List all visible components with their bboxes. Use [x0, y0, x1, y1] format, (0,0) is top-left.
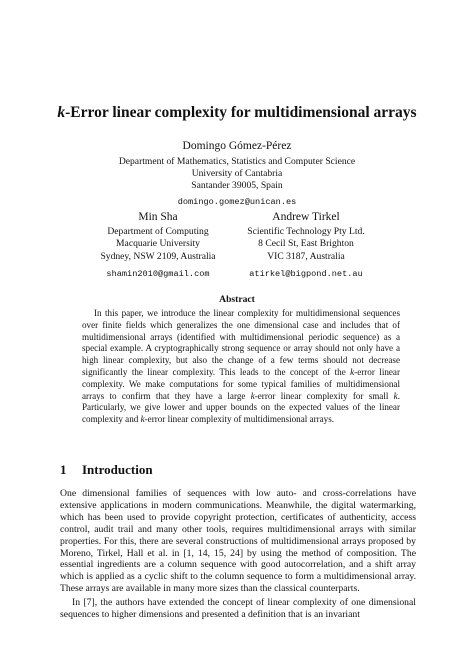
abstract-heading: Abstract — [219, 294, 255, 305]
abstract-k-1: k — [350, 366, 355, 377]
abstract-body — [82, 308, 400, 426]
author2-address: Sydney, NSW 2109, Australia — [100, 250, 216, 262]
abstract-k-2: k — [250, 390, 255, 401]
abstract-text-3: -error linear complexity for small — [254, 390, 394, 401]
author3-block — [236, 211, 376, 280]
abstract-paragraph — [82, 308, 400, 426]
paper-title — [0, 104, 474, 122]
abstract-text-4: . Particularly, we give lower and upper bounds on the expected values of the linear complexity and — [82, 390, 400, 425]
author2-name: Min Sha — [138, 211, 178, 223]
author2-univ: Macquarie University — [116, 238, 200, 250]
author3-affil-street: 8 Cecil St, East Brighton — [258, 238, 354, 250]
body-paragraph-1: One dimensional families of sequences with low auto- and cross-correlations have extensive applications in modern communications. Meanwhile, the digital watermarking, which has been used to provide copyright protection, certificates of authenticity, access control, audit trail and many other tools, requires multidimensional arrays with similar properties. For this, there are several constructions of multidimensional arrays proposed by Moreno, Tirkel, Hall et al. in [1, 14, 15, 24] by using the method of composition. The essential ingredients are a column sequence with good autocorrelation, and a shift array which is applied as a cyclic shift to the column sequence to form a multidimensional array. These arrays are available in many more sizes than the classical counterparts. — [60, 488, 416, 595]
author1-dept: Department of Mathematics, Statistics and Computer Science — [118, 156, 356, 167]
abstract-k-3: k — [393, 390, 398, 401]
title-text: -Error linear complexity for multidimensional arrays — [65, 104, 417, 121]
body-paragraph-2: In [7], the authors have extended the concept of linear complexity of one dimensional sequences to higher dimensions and presented a definition that is an invariant — [60, 597, 416, 621]
title-k: k — [57, 104, 66, 121]
author2-dept: Department of Computing — [107, 226, 209, 238]
abstract-text-5: -error linear complexity of multidimensional arrays. — [144, 414, 335, 425]
section-title: Introduction — [82, 462, 153, 477]
abstract-text-1: In this paper, we introduce the linear complexity for multidimensional sequences over finite fields which generalizes the one dimensional case and includes that of multidimensional arrays (identified with multidimensional periodic sequence) as a special example. A cryptographically strong sequence or array should not only have a high linear complexity, but also the change of a few terms should not decrease significantly the linear complexity. This leads to the concept of the — [82, 308, 400, 377]
abstract-k-4: k — [140, 414, 145, 425]
section-number: 1 — [60, 462, 67, 477]
author3-affil-state: VIC 3187, Australia — [267, 250, 345, 262]
abstract-text-2: -error linear complexity. We make computations for some typical families of multidimensional arrays to confirm that they have a large — [82, 366, 400, 401]
section-heading — [60, 462, 153, 478]
author2-email: shamin2010@gmail.com — [106, 268, 210, 279]
author3-email: atirkel@bigpond.net.au — [249, 268, 363, 279]
author3-affil-company: Scientific Technology Pty Ltd. — [247, 226, 365, 238]
section-body — [60, 488, 416, 621]
author2-block — [86, 211, 230, 280]
author1-address: Santander 39005, Spain — [191, 180, 283, 191]
author1-name: Domingo Gómez-Pérez — [182, 140, 292, 152]
author1-email: domingo.gomez@unican.es — [177, 197, 297, 207]
author3-name: Andrew Tirkel — [272, 211, 340, 223]
author1-univ: University of Cantabria — [191, 168, 283, 179]
